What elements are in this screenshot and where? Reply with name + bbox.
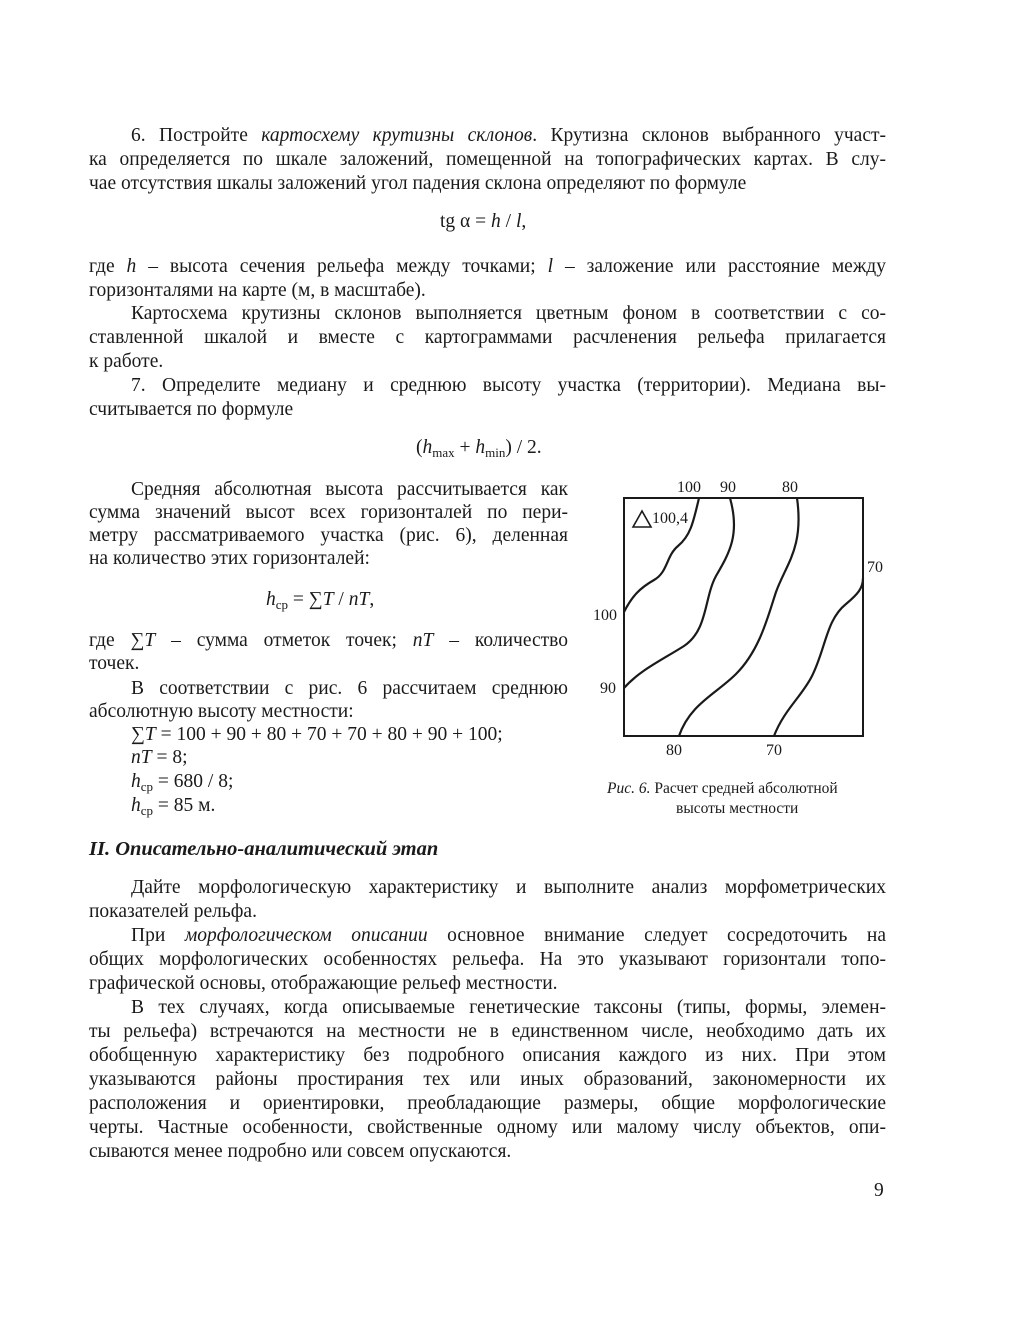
label-bottom-70: 70	[766, 742, 782, 759]
calc-result: $h_{ср} = 85$ м.	[131, 795, 216, 818]
s2-p3-line4: указываются районы простирания тех или иных образований, закономерности их	[89, 1069, 886, 1090]
p6-line1: 6. Постройте картосхему крутизны склонов. Крутизна склонов выбранного участ-	[131, 125, 886, 146]
where2-line2: точек.	[89, 653, 140, 674]
section-heading: II. Описательно-аналитический этап	[89, 838, 439, 860]
pmap-line1: Картосхема крутизны склонов выполняется цветным фоном в соответствии с со-	[131, 303, 886, 324]
where1-line2: горизонталями на карте (м, в масштабе).	[89, 280, 426, 301]
s2-p1-line2: показателей рельфа.	[89, 901, 257, 922]
s2-p3-line2: ты рельефа) встречаются на местности не в единственном числе, необходимо дать их	[89, 1021, 886, 1042]
formula-average: $h_{ср} = \sum T$ / nT,	[266, 589, 375, 612]
s2-p3-line3: обобщенную характеристику без подробного описания каждого из них. При этом	[89, 1045, 886, 1066]
pmap-line2: ставленной шкалой и вместе с картограммами расчленения рельефа прилагается	[89, 327, 886, 348]
contour-70	[774, 578, 863, 736]
pavg-line4: на количество этих горизонталей:	[89, 548, 370, 569]
label-left-90: 90	[600, 680, 616, 697]
benchmark-triangle-icon	[633, 511, 651, 527]
page-number: 9	[874, 1180, 884, 1201]
pavg-line3: метру рассматриваемого участка (рис. 6), деленная	[89, 525, 568, 546]
s2-p3-line7: сываются менее подробно или совсем опускаются.	[89, 1141, 512, 1162]
calc-division: $h_{ср} = 680 / 8$;	[131, 771, 234, 794]
label-top-100: 100	[677, 479, 701, 496]
s2-p3-line6: черты. Частные особенности, свойственные одному или малому числу объектов, опи-	[89, 1117, 886, 1138]
p6-line3: чае отсутствия шкалы заложений угол падения склона определяют по формуле	[89, 173, 747, 194]
label-top-90: 90	[720, 479, 736, 496]
formula-slope: tg α = h / l,	[440, 211, 527, 232]
contour-80	[679, 498, 799, 736]
figure-caption-line2: высоты местности	[676, 800, 799, 817]
s2-p3-line5: расположения и ориентировки, преобладающие размеры, общие морфологические	[89, 1093, 886, 1114]
pavg-line1: Средняя абсолютная высота рассчитывается как	[131, 479, 568, 500]
benchmark-value: 100,4	[652, 510, 688, 527]
where2-line1: где ∑T – сумма отметок точек; nT – количество	[89, 630, 568, 651]
label-bottom-80: 80	[666, 742, 682, 759]
calc-intro-line2: абсолютную высоту местности:	[89, 701, 354, 722]
p7-line1: 7. Определите медиану и среднюю высоту участка (территории). Медиана вы-	[131, 375, 886, 396]
s2-p2-line2: общих морфологических особенностях рельефа. На это указывают горизонтали топо-	[89, 949, 886, 970]
label-right-70: 70	[867, 559, 883, 576]
s2-p3-line1: В тех случаях, когда описываемые генетические таксоны (типы, формы, элемен-	[131, 997, 886, 1018]
where1-line1: где h – высота сечения рельефа между точками; l – заложение или расстояние между	[89, 256, 886, 277]
pmap-line3: к работе.	[89, 351, 164, 372]
formula-median: $(h_{max} + h_{min}) / 2$.	[416, 437, 542, 460]
label-top-80: 80	[782, 479, 798, 496]
label-left-100: 100	[593, 607, 617, 624]
calc-intro-line1: В соответствии с рис. 6 рассчитаем среднюю	[131, 678, 568, 699]
p7-line2: считывается по формуле	[89, 399, 294, 420]
s2-p2-line3: графической основы, отображающие рельеф местности.	[89, 973, 558, 994]
calc-sum: ∑T = 100 + 90 + 80 + 70 + 70 + 80 + 90 + 100;	[131, 724, 503, 745]
calc-count: nT = 8;	[131, 747, 188, 768]
map-frame	[624, 498, 863, 736]
figure-caption-line1: Рис. 6. Расчет средней абсолютной	[607, 780, 838, 797]
s2-p1-line1: Дайте морфологическую характеристику и выполните анализ морфометрических	[131, 877, 886, 898]
s2-p2-line1: При морфологическом описании основное внимание следует сосредоточить на	[131, 925, 886, 946]
pavg-line2: сумма значений высот всех горизонталей по пери-	[89, 502, 568, 523]
p6-line2: ка определяется по шкале заложений, помещенной на топографических картах. В слу-	[89, 149, 886, 170]
